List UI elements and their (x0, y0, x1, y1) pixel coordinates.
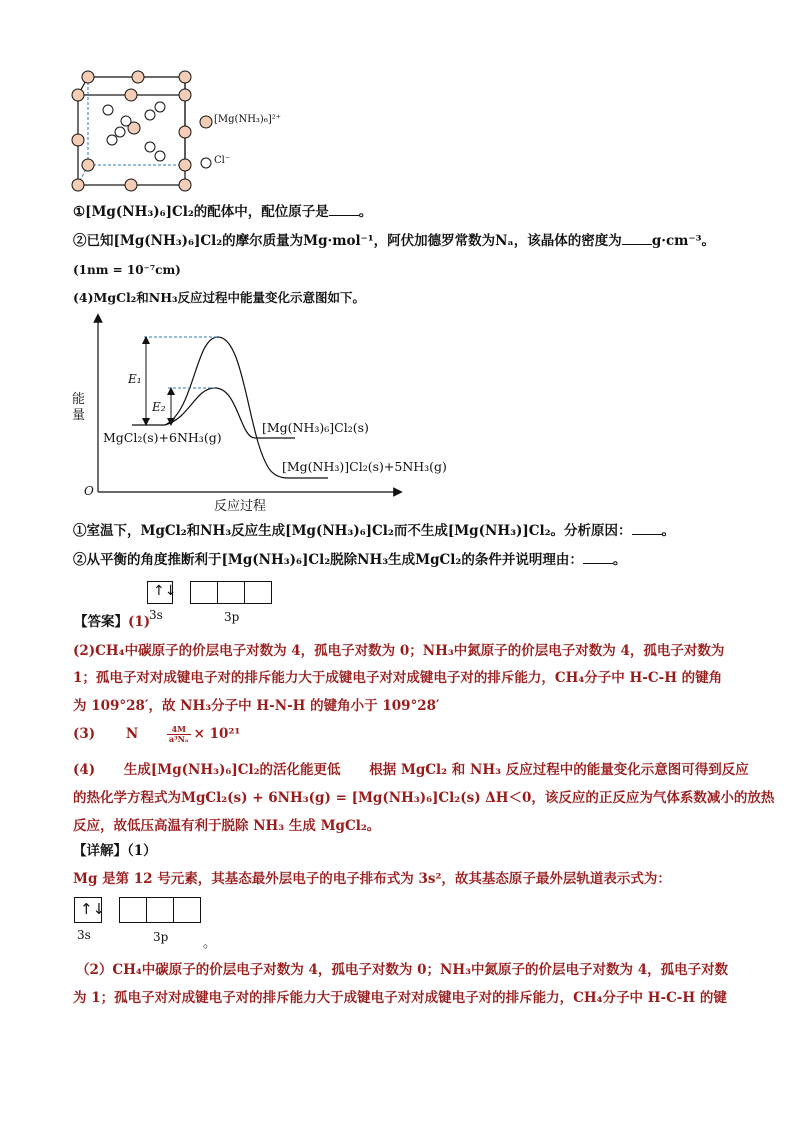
detail-1-text: Mg 是第 12 号元素，其基态最外层电子的电子排布式为 3s²，故其基态原子最外层轨道表示式为： (73, 871, 671, 887)
e1-label: E₁ (128, 372, 142, 386)
answer-4-line-2: 的热化学方程式为MgCl₂(s) + 6NH₃(g) = [Mg(NH₃)₆]Cl₂(s) ΔH＜0，该反应的正反应为气体系数减小的放热 (73, 790, 775, 806)
energy-diagram (70, 310, 415, 515)
x-axis-label: 反应过程 (214, 499, 267, 514)
legend-anion-label: Cl⁻ (214, 155, 231, 166)
answer-4-line-1: (4) 生成[Mg(NH₃)₆]Cl₂的活化能更低 根据 MgCl₂ 和 NH₃ 反应过程中的能量变化示意图可得到反应 (73, 762, 749, 778)
detail-header: 【详解】（1） (73, 843, 157, 859)
answer-4-line-3: 反应，故低压高温有利于脱除 NH₃ 生成 MgCl₂。 (73, 818, 381, 834)
e2-label: E₂ (152, 400, 166, 414)
legend-cation-label: [Mg(NH₃)₆]²⁺ (214, 114, 282, 125)
spin-pair-arrows: ↑↓ (153, 583, 177, 599)
spin-pair-arrows-2: ↑↓ (80, 900, 106, 918)
q3-unit-note: (1nm = 10⁻⁷cm) (73, 263, 181, 277)
origin-label: O (84, 484, 94, 498)
orbital-3p-label-2: 3p (153, 930, 169, 944)
orbital-3s-box (147, 581, 177, 604)
answer-2-line-3: 为 109°28′，故 NH₃分子中 H-N-H 的键角小于 109°28′ (73, 698, 440, 714)
orbital-3s-label-2: 3s (77, 928, 91, 942)
q3-item-2: ②已知[Mg(NH₃)₆]Cl₂的摩尔质量为Mg·mol⁻¹，阿伏加德罗常数为Nₐ，该晶体的密度为 g·cm⁻³。 (73, 233, 715, 249)
crystal-unit-cell-figure (68, 70, 308, 195)
detail-2-line-2: 为 1；孤电子对对成键电子对的排斥能力大于成键电子对对成键电子对的排斥能力，CH₄分子中 H-C-H 的键 (73, 990, 727, 1006)
detail-2-line-1: （2）CH₄中碳原子的价层电子对数为 4，孤电子对数为 0；NH₃中氮原子的价层电子对数为 4，孤电子对数 (76, 962, 729, 978)
answer-3: (3) N $\frac{4M}{\text{a³Nₐ}}$ × 10²¹ (73, 724, 241, 744)
answer-2-line-1: (2)CH₄中碳原子的价层电子对数为 4，孤电子对数为 0；NH₃中氮原子的价层电子对数为 4，孤电子对数为 (73, 643, 725, 659)
y-axis-label-1: 能 (72, 392, 86, 407)
product2-label: [Mg(NH₃)]Cl₂(s)+5NH₃(g) (282, 459, 447, 474)
detail-1-end: 。 (203, 936, 217, 951)
answer-header: 【答案】(1) (74, 614, 151, 630)
reactant-label: MgCl₂(s)+6NH₃(g) (103, 430, 222, 445)
orbital-3s-label: 3s (149, 608, 163, 622)
orbital-3s-box-2 (74, 897, 106, 923)
q3-item-1: ①[Mg(NH₃)₆]Cl₂的配体中，配位原子是 。 (73, 204, 373, 220)
orbital-3p-label: 3p (224, 610, 240, 624)
orbital-3p-box (190, 581, 272, 604)
orbital-3p-box-2 (119, 897, 201, 923)
product1-label: [Mg(NH₃)₆]Cl₂(s) (262, 420, 369, 435)
q4-item-2: ②从平衡的角度推断利于[Mg(NH₃)₆]Cl₂脱除NH₃生成MgCl₂的条件并说明理由： 。 (73, 552, 627, 568)
q4-item-1: ①室温下，MgCl₂和NH₃反应生成[Mg(NH₃)₆]Cl₂而不生成[Mg(NH₃)]Cl₂。分析原因： 。 (73, 523, 676, 539)
answer-2-line-2: 1；孤电子对对成键电子对的排斥能力大于成键电子对对成键电子对的排斥能力，CH₄分子中 H-C-H 的键角 (73, 670, 723, 686)
y-axis-label-2: 量 (72, 408, 86, 423)
q4-intro: (4)MgCl₂和NH₃反应过程中能量变化示意图如下。 (73, 290, 365, 305)
